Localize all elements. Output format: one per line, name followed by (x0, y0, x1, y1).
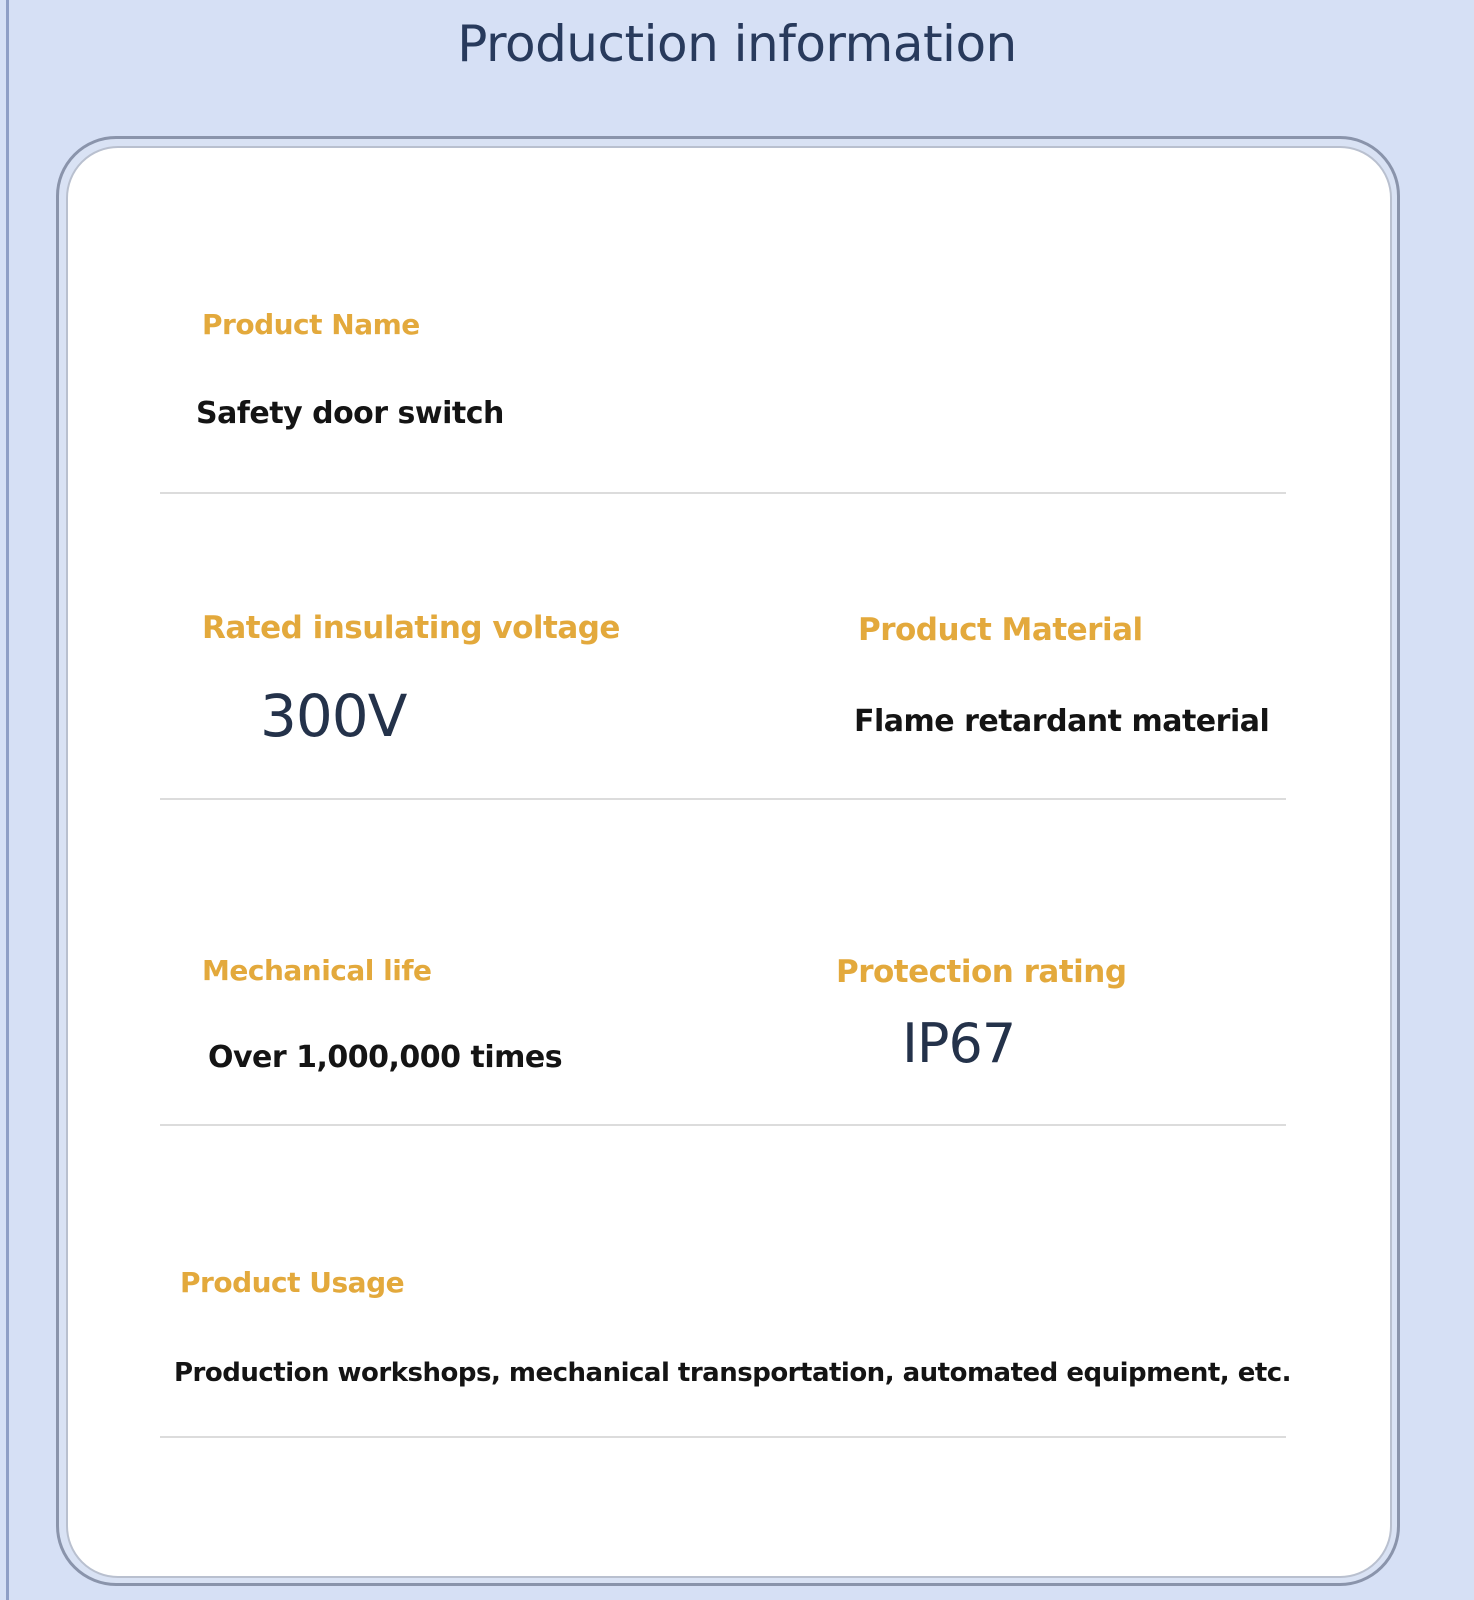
rated-insulating-voltage-label: Rated insulating voltage (202, 610, 620, 646)
divider (160, 798, 1286, 800)
divider (160, 492, 1286, 494)
protection-rating-value: IP67 (902, 1012, 1016, 1075)
rated-insulating-voltage-value: 300V (260, 682, 407, 750)
mechanical-life-value: Over 1,000,000 times (208, 1040, 563, 1075)
product-name-value: Safety door switch (196, 396, 504, 431)
page-title: Production information (457, 15, 1017, 73)
product-material-label: Product Material (858, 612, 1143, 648)
divider (160, 1124, 1286, 1126)
product-material-value: Flame retardant material (854, 704, 1270, 739)
product-usage-label: Product Usage (180, 1266, 405, 1299)
divider (160, 1436, 1286, 1438)
left-edge-line (6, 0, 9, 1600)
product-name-label: Product Name (202, 308, 420, 341)
mechanical-life-label: Mechanical life (202, 954, 432, 987)
protection-rating-label: Protection rating (836, 954, 1127, 990)
product-usage-value: Production workshops, mechanical transportation, automated equipment, etc. (174, 1358, 1292, 1388)
